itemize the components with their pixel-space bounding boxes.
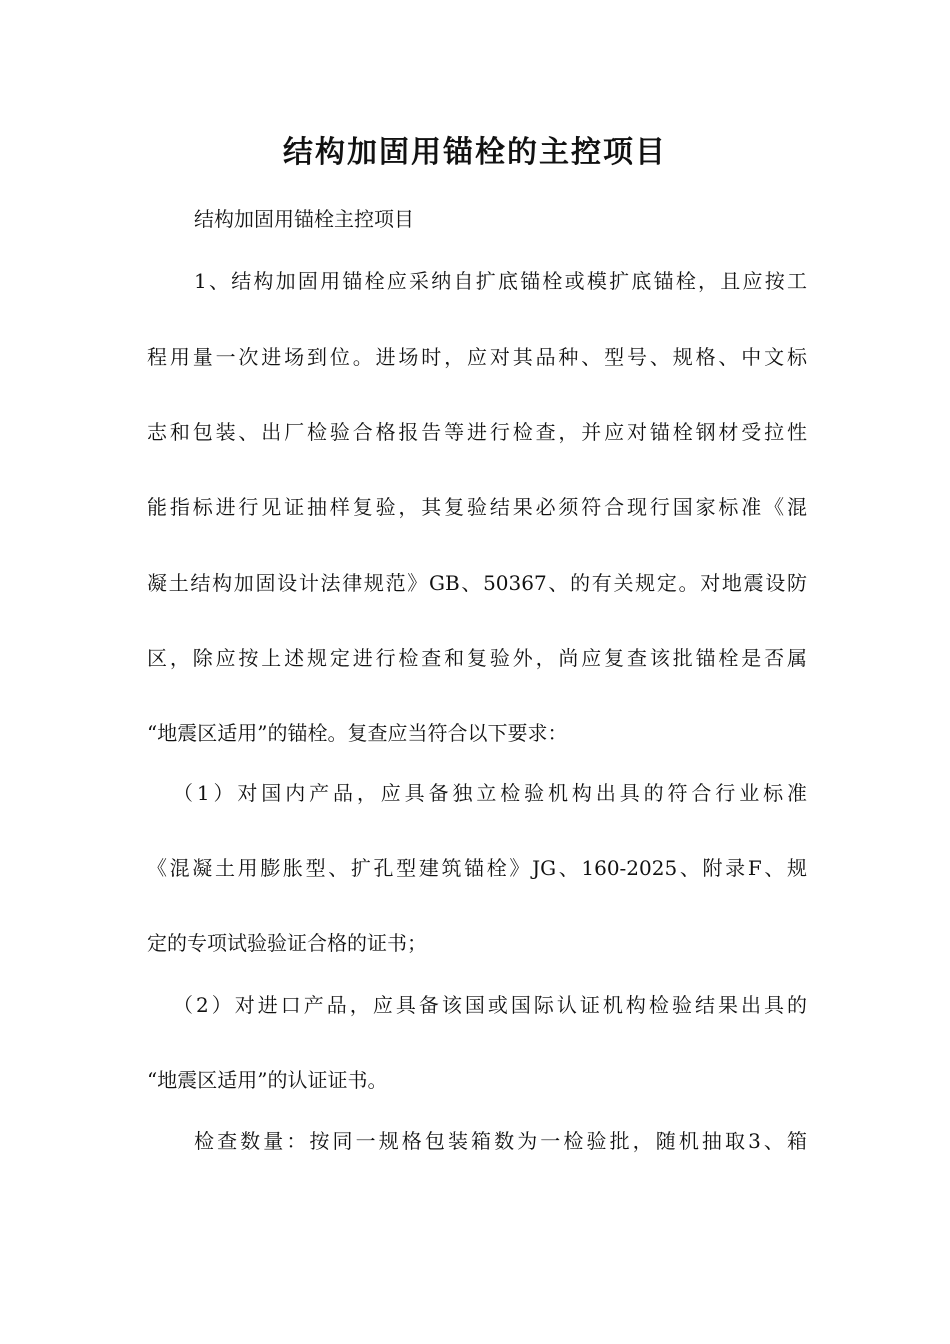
item-1-line-1: （1）对国内产品，应具备独立检验机构出具的符合行业标准 bbox=[173, 781, 807, 805]
paragraph-1-line-5: 凝土结构加固设计法律规范》GB、50367、的有关规定。对地震设防 bbox=[147, 571, 807, 595]
paragraph-1-line-3: 志和包装、出厂检验合格报告等进行检查，并应对锚栓钢材受拉性 bbox=[147, 420, 807, 444]
document-title: 结构加固用锚栓的主控项目 bbox=[283, 135, 667, 170]
paragraph-1-line-7: “地震区适用”的锚栓。复查应当符合以下要求： bbox=[147, 721, 568, 745]
paragraph-1-line-4: 能指标进行见证抽样复验，其复验结果必须符合现行国家标准《混 bbox=[147, 495, 807, 519]
paragraph-1-line-2: 程用量一次进场到位。进场时，应对其品种、型号、规格、中文标 bbox=[147, 345, 807, 369]
paragraph-subtitle: 结构加固用锚栓主控项目 bbox=[194, 207, 414, 231]
inspection-quantity-line: 检查数量：按同一规格包装箱数为一检验批，随机抽取3、箱 bbox=[194, 1129, 807, 1153]
paragraph-1-line-6: 区，除应按上述规定进行检查和复验外，尚应复查该批锚栓是否属 bbox=[147, 646, 807, 670]
item-2-line-1: （2）对进口产品，应具备该国或国际认证机构检验结果出具的 bbox=[173, 993, 807, 1017]
paragraph-1-line-1: 1、结构加固用锚栓应采纳自扩底锚栓或模扩底锚栓，且应按工 bbox=[194, 269, 807, 293]
item-2-line-2: “地震区适用”的认证证书。 bbox=[147, 1068, 388, 1092]
item-1-line-2: 《混凝土用膨胀型、扩孔型建筑锚栓》JG、160-2025、附录F、规 bbox=[147, 856, 807, 880]
item-1-line-3: 定的专项试验验证合格的证书； bbox=[147, 931, 427, 955]
